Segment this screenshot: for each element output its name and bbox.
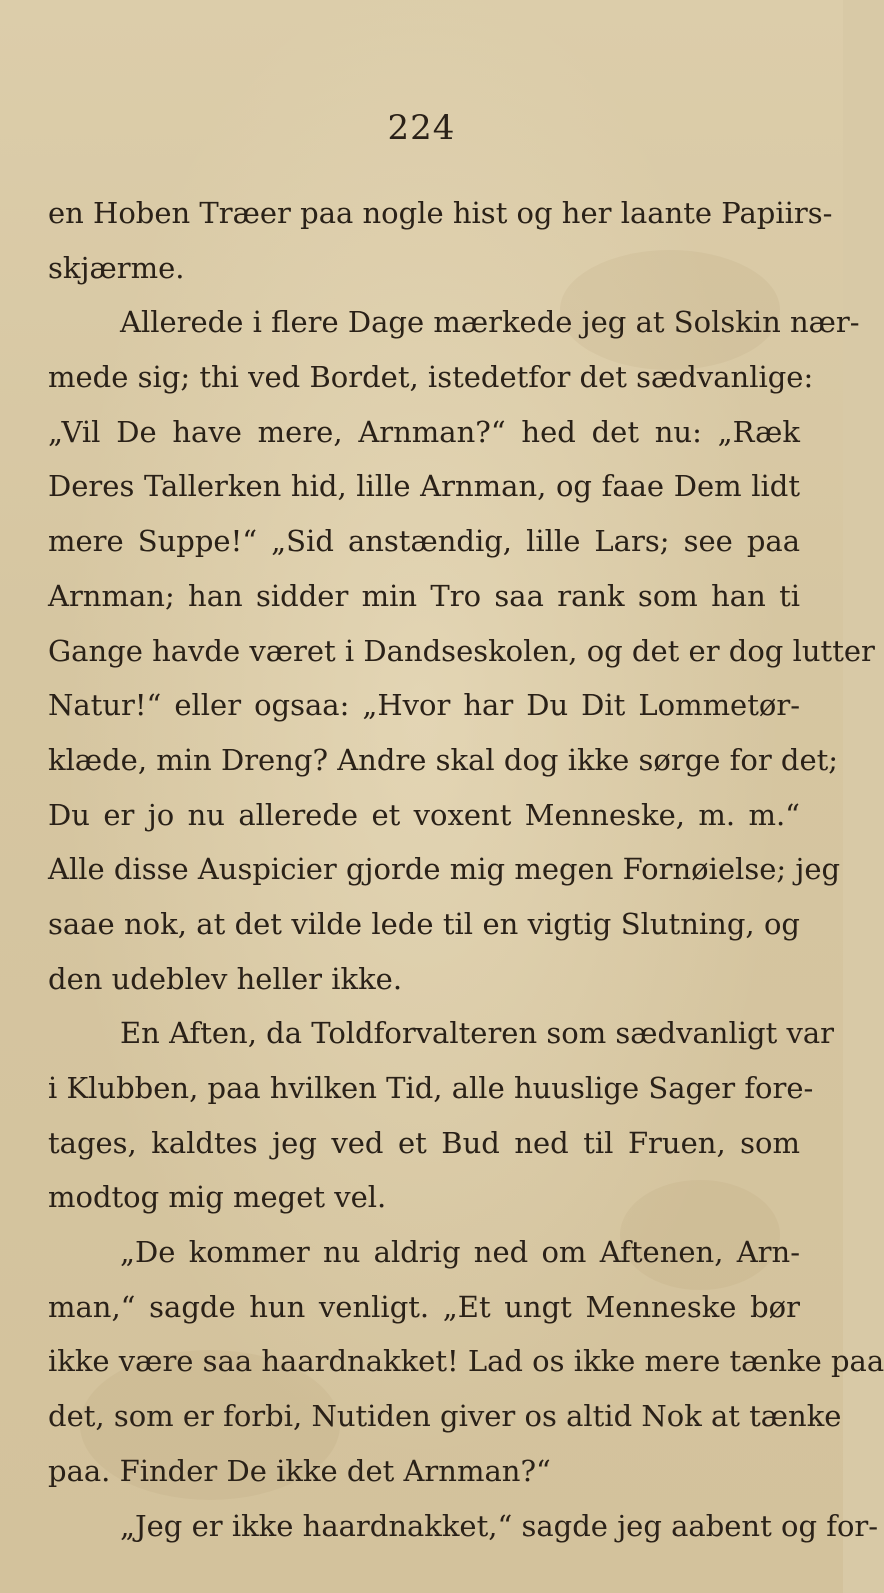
text-line: Natur!“ eller ogsaa: „Hvor har Du Dit Lommetør- <box>48 688 800 723</box>
text-line: paa. Finder De ikke det Arnman?“ <box>48 1453 551 1488</box>
body-text <box>48 186 884 1553</box>
text-line: den udeblev heller ikke. <box>48 961 403 996</box>
text-line: Arnman; han sidder min Tro saa rank som han ti <box>48 578 800 613</box>
page-number: 224 <box>387 108 456 148</box>
text-line: Du er jo nu allerede et voxent Menneske, m. m.“ <box>48 797 800 832</box>
text-line: man,“ sagde hun venligt. „Et ungt Menneske bør <box>48 1289 800 1324</box>
text-line: „Vil De have mere, Arnman?“ hed det nu: „Ræk <box>48 414 800 449</box>
text-line: ikke være saa haardnakket! Lad os ikke mere tænke paa <box>48 1344 884 1379</box>
text-line: saae nok, at det vilde lede til en vigtig Slutning, og <box>48 906 800 941</box>
text-line: En Aften, da Toldforvalteren som sædvanligt var <box>120 1016 834 1051</box>
text-line: modtog mig meget vel. <box>48 1180 387 1215</box>
text-line: Deres Tallerken hid, lille Arnman, og faae Dem lidt <box>48 469 800 504</box>
text-line: mede sig; thi ved Bordet, istedetfor det sædvanlige: <box>48 360 814 395</box>
text-line: „De kommer nu aldrig ned om Aftenen, Arn- <box>120 1235 800 1270</box>
text-line: Alle disse Auspicier gjorde mig megen Fornøielse; jeg <box>48 852 841 887</box>
text-line: mere Suppe!“ „Sid anstændig, lille Lars; see paa <box>48 524 800 559</box>
text-line: Allerede i flere Dage mærkede jeg at Solskin nær- <box>120 305 860 340</box>
text-line: „Jeg er ikke haardnakket,“ sagde jeg aabent og for- <box>120 1508 879 1543</box>
text-line: tages, kaldtes jeg ved et Bud ned til Fruen, som <box>48 1125 800 1160</box>
text-line: en Hoben Træer paa nogle hist og her laante Papiirs- <box>48 196 833 230</box>
text-line: Gange havde været i Dandseskolen, og det er dog lutter <box>48 633 875 668</box>
text-line: skjærme. <box>48 250 185 285</box>
text-line: i Klubben, paa hvilken Tid, alle huuslige Sager fore- <box>48 1071 814 1105</box>
text-line: klæde, min Dreng? Andre skal dog ikke sørge for det; <box>48 742 839 777</box>
text-line: det, som er forbi, Nutiden giver os altid Nok at tænke <box>48 1399 842 1434</box>
